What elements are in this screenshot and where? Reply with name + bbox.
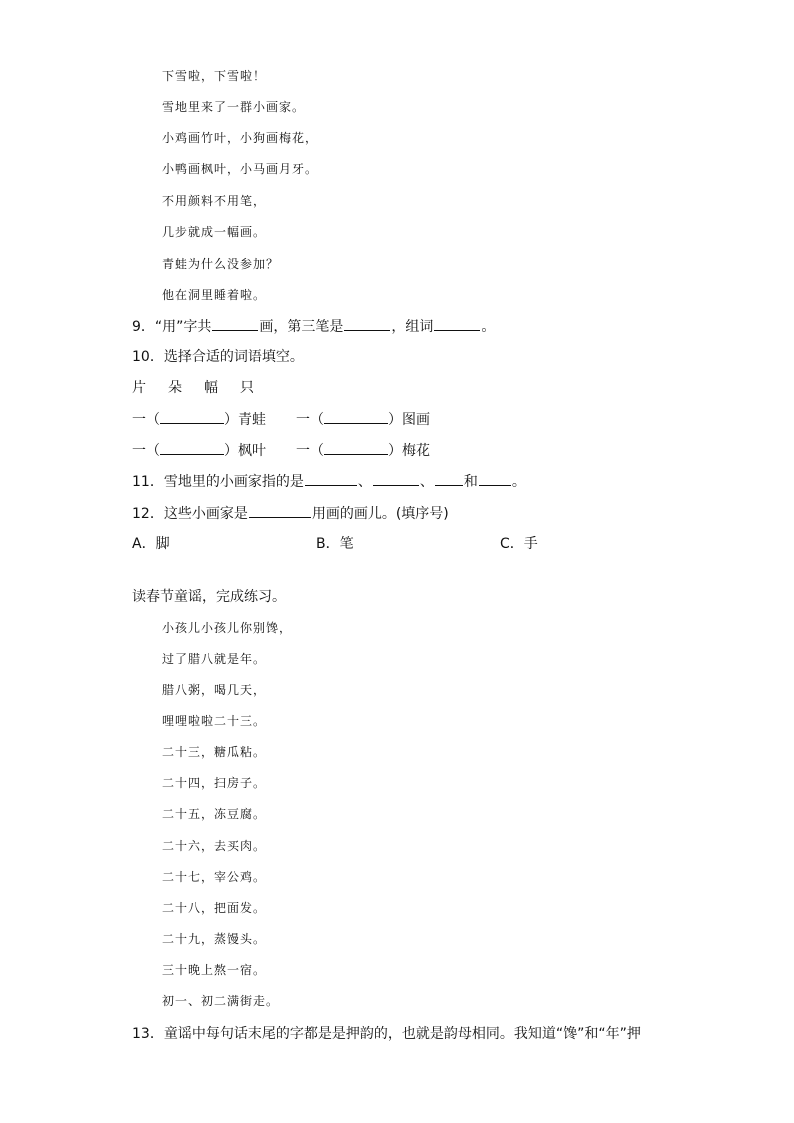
poem-line: 小鸡画竹叶，小狗画梅花， — [162, 131, 319, 145]
word-bank-item: 幅 — [204, 380, 218, 396]
poem-line: 不用颜料不用笔， — [162, 194, 267, 208]
q11-blank-3[interactable] — [435, 471, 463, 486]
fill-pair: 一（ ）枫叶 — [132, 440, 296, 461]
fill-pair: 一（ ）梅花 — [296, 440, 430, 461]
poem-line: 初一、初二满街走。 — [162, 994, 280, 1008]
poem-line: 三十晚上熬一宿。 — [162, 963, 267, 977]
q9-text-1: 9．“用”字共 — [132, 319, 212, 335]
q9-blank-third-stroke[interactable] — [344, 316, 390, 331]
fill-blank[interactable] — [160, 409, 224, 424]
question-13: 13．童谣中每句话末尾的字都是是押韵的，也就是韵母相同。我知道“馋”和“年”押 — [132, 1026, 641, 1042]
question-10-title: 10．选择合适的词语填空。 — [132, 349, 304, 365]
poem-line: 二十八，把面发。 — [162, 901, 267, 915]
poem-line: 小孩儿小孩儿你别馋， — [162, 621, 293, 635]
poem-line: 他在洞里睡着啦。 — [162, 288, 267, 302]
poem-line: 哩哩啦啦二十三。 — [162, 714, 267, 728]
word-bank — [132, 378, 276, 398]
q9-text-2: 画，第三笔是 — [259, 319, 344, 335]
poem-line: 过了腊八就是年。 — [162, 652, 267, 666]
word-bank-item: 片 — [132, 380, 146, 396]
fill-pair: 一（ ）青蛙 — [132, 409, 296, 430]
fill-item: 图画 — [402, 412, 430, 428]
q9-text-4: 。 — [481, 319, 496, 335]
poem-line: 下雪啦，下雪啦！ — [162, 69, 267, 83]
fill-blank[interactable] — [324, 440, 388, 455]
poem-line: 二十六，去买肉。 — [162, 839, 267, 853]
poem-line: 雪地里来了一群小画家。 — [162, 100, 306, 114]
poem-line: 二十七，宰公鸡。 — [162, 870, 267, 884]
fill-blank[interactable] — [324, 409, 388, 424]
fill-item: 枫叶 — [238, 443, 266, 459]
fill-pair: 一（ ）图画 — [296, 409, 430, 430]
q11-blank-4[interactable] — [479, 471, 511, 486]
option-c[interactable]: C．手 — [500, 536, 538, 552]
fill-row-2 — [132, 440, 430, 461]
option-b[interactable]: B．笔 — [316, 536, 354, 552]
q9-text-3: ，组词 — [391, 319, 434, 335]
question-11: 11．雪地里的小画家指的是 、 、 和 。 — [132, 471, 526, 492]
poem-line: 二十四，扫房子。 — [162, 776, 267, 790]
q11-blank-1[interactable] — [305, 471, 357, 486]
option-a[interactable]: A．脚 — [132, 536, 170, 552]
fill-item: 梅花 — [402, 443, 430, 459]
poem-line: 二十九，蒸馒头。 — [162, 932, 267, 946]
q9-blank-strokes[interactable] — [212, 316, 258, 331]
question-9 — [132, 316, 495, 337]
q11-blank-2[interactable] — [373, 471, 419, 486]
q12-blank[interactable] — [249, 503, 311, 518]
poem-line: 腊八粥，喝几天， — [162, 683, 267, 697]
question-12: 12．这些小画家是 用画的画儿。(填序号) — [132, 503, 449, 524]
poem-line: 青蛙为什么没参加？ — [162, 257, 280, 271]
fill-item: 青蛙 — [238, 412, 266, 428]
fill-blank[interactable] — [160, 440, 224, 455]
section-2-intro: 读春节童谣，完成练习。 — [132, 589, 286, 605]
word-bank-item: 只 — [240, 380, 254, 396]
poem-line: 小鸭画枫叶，小马画月牙。 — [162, 162, 319, 176]
q9-blank-word[interactable] — [434, 316, 480, 331]
poem-line: 几步就成一幅画。 — [162, 225, 267, 239]
poem-line: 二十五，冻豆腐。 — [162, 807, 267, 821]
fill-row-1 — [132, 409, 430, 430]
word-bank-item: 朵 — [168, 380, 182, 396]
poem-line: 二十三，糖瓜粘。 — [162, 745, 267, 759]
